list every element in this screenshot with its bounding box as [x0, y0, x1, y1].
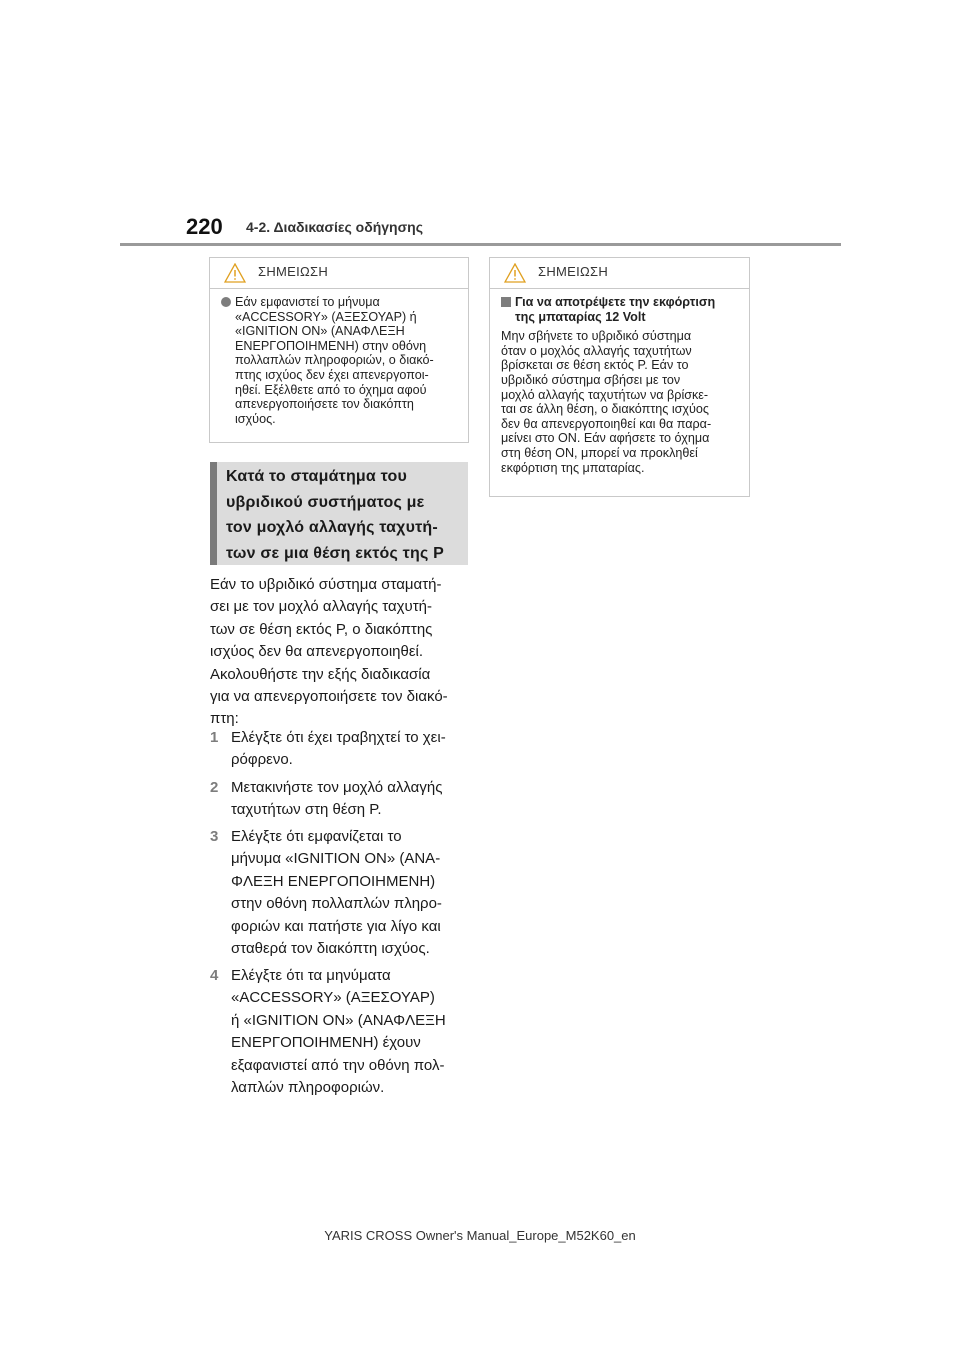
warning-triangle-icon: [504, 263, 526, 283]
header-rule: [120, 243, 841, 246]
step-row: [210, 727, 472, 772]
step-line: «ACCESSORY» (ΑΞΕΣΟΥΑΡ): [231, 989, 435, 1007]
intro-line: Εάν το υβριδικό σύστημα σταματή-: [210, 576, 442, 593]
bullet-dot: [221, 297, 231, 307]
step-3: [210, 826, 472, 960]
bullet-square: [501, 297, 511, 307]
step-line: Ελέγξτε ότι τα μηνύματα: [231, 967, 391, 984]
step-line: Ελέγξτε ότι έχει τραβηχτεί το χει-: [231, 729, 446, 746]
page-number: 220: [186, 214, 223, 239]
step-1: [210, 727, 472, 772]
step-line: ΦΛΕΞΗ ΕΝΕΡΓΟΠΟΙΗΜΕΝΗ): [231, 872, 436, 890]
note-line: απενεργοποιήσετε τον διακόπτη: [235, 397, 414, 412]
note-header: [490, 258, 749, 289]
note-box-left: [209, 257, 469, 443]
step-2: [210, 777, 472, 822]
step-number: 3: [210, 828, 219, 845]
step-row: [210, 777, 472, 822]
note-line: ται σε άλλη θέση, ο διακόπτης ισχύος: [501, 402, 709, 417]
intro-line: ισχύος δεν θα απενεργοποιηθεί.: [210, 643, 424, 661]
note-line: ΕΝΕΡΓΟΠΟΙΗΜΕΝΗ) στην οθόνη: [235, 338, 427, 353]
step-line: ΕΝΕΡΓΟΠΟΙΗΜΕΝΗ) έχουν: [231, 1034, 421, 1052]
step-line: σταθερά τον διακόπτη ισχύος.: [231, 940, 430, 958]
note-line: ηθεί. Εξέλθετε από το όχημα αφού: [235, 382, 427, 397]
note-line: πτης ισχύος δεν έχει απενεργοποι-: [235, 367, 429, 382]
note-line: δεν θα απενεργοποιηθεί και θα παρα-: [501, 416, 712, 431]
step-number: 4: [210, 967, 219, 984]
note-paragraph: [501, 329, 739, 475]
note-line: μείνει στο ON. Εάν αφήσετε το όχημα: [501, 431, 710, 446]
note-line: εκφόρτιση της μπαταρίας.: [501, 460, 645, 475]
step-line: Ελέγξτε ότι εμφανίζεται το: [231, 828, 402, 845]
heading-line: υβριδικού συστήματος με: [226, 493, 425, 511]
subheading-text: [515, 295, 715, 324]
note-line: Μην σβήνετε το υβριδικό σύστημα: [501, 329, 692, 344]
step-line: ή «IGNITION ON» (ΑΝΑΦΛΕΞΗ: [231, 1011, 446, 1029]
step-line: στην οθόνη πολλαπλών πληρο-: [231, 895, 442, 913]
subheading-line: Για να αποτρέψετε την εκφόρτιση: [515, 295, 716, 309]
step-line: ρόφρενο.: [231, 751, 293, 769]
intro-line: πτη:: [210, 710, 239, 728]
note-line: ισχύος.: [235, 411, 276, 426]
intro-line: των σε θέση εκτός P, ο διακόπτης: [210, 620, 433, 638]
heading-line: τον μοχλό αλλαγής ταχυτή-: [226, 519, 438, 536]
note-body: [210, 289, 468, 434]
note-box-right: [489, 257, 750, 497]
note-line: στη θέση ON, μπορεί να προκληθεί: [501, 445, 698, 460]
note-body: [490, 289, 749, 483]
step-line: φοριών και πατήστε για λίγο και: [231, 917, 441, 935]
bullet-item: [221, 295, 458, 426]
step-text: [231, 727, 472, 772]
step-text: [231, 777, 472, 822]
step-line: λαπλών πληροφοριών.: [231, 1079, 385, 1097]
note-line: όταν ο μοχλός αλλαγής ταχυτήτων: [501, 343, 692, 358]
step-line: ταχυτήτων στη θέση P.: [231, 801, 382, 819]
note-line: «IGNITION ON» (ΑΝΑΦΛΕΞΗ: [235, 324, 405, 339]
note-line: μοχλό αλλαγής ταχυτήτων να βρίσκε-: [501, 387, 709, 402]
note-header: [210, 258, 468, 289]
intro-line: σει με τον μοχλό αλλαγής ταχυτή-: [210, 598, 432, 616]
note-line: υβριδικό σύστημα σβήσει με τον: [501, 372, 681, 387]
step-text: [231, 965, 472, 1099]
subheading-line: της μπαταρίας 12 Volt: [515, 309, 646, 324]
section-header: 4-2. Διαδικασίες οδήγησης: [246, 219, 424, 235]
warning-triangle-icon: [224, 263, 246, 283]
bullet-text: [235, 295, 434, 426]
step-line: Μετακινήστε τον μοχλό αλλαγής: [231, 779, 443, 796]
intro-paragraph: [210, 574, 472, 731]
note-line: βρίσκεται σε θέση εκτός P. Εάν το: [501, 358, 689, 373]
footer: YARIS CROSS Owner's Manual_Europe_M52K60_en: [324, 1228, 636, 1243]
step-number: 2: [210, 779, 219, 796]
note-subheading: [501, 295, 739, 324]
heading-line: των σε μια θέση εκτός της P: [226, 544, 445, 562]
step-line: εξαφανιστεί από την οθόνη πολ-: [231, 1056, 445, 1074]
note-line: «ACCESSORY» (ΑΞΕΣΟΥΑΡ) ή: [235, 309, 417, 324]
step-row: [210, 826, 472, 960]
heading-line: Κατά το σταμάτημα του: [226, 468, 407, 485]
step-number: 1: [210, 729, 219, 746]
intro-line: Ακολουθήστε την εξής διαδικασία: [210, 665, 431, 683]
intro-line: για να απενεργοποιήσετε τον διακό-: [210, 688, 448, 706]
section-heading: [210, 462, 468, 565]
step-line: μήνυμα «IGNITION ON» (ΑΝΑ-: [231, 850, 441, 868]
step-4: [210, 965, 472, 1099]
note-title: ΣΗΜΕΙΩΣΗ: [258, 264, 329, 279]
step-text: [231, 826, 472, 960]
note-title: ΣΗΜΕΙΩΣΗ: [538, 264, 609, 279]
step-row: [210, 965, 472, 1099]
note-line: Εάν εμφανιστεί το μήνυμα: [235, 295, 380, 309]
note-line: πολλαπλών πληροφοριών, ο διακό-: [235, 353, 434, 368]
